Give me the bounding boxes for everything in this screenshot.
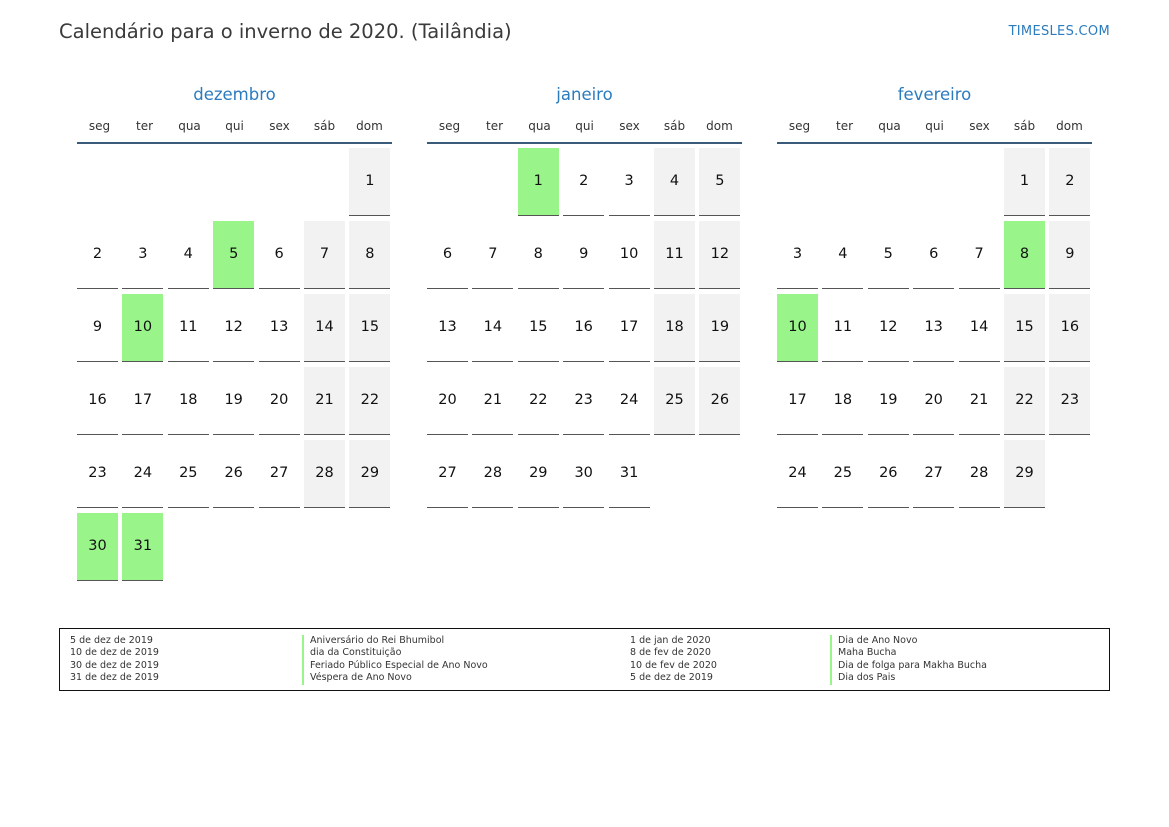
weekday-label: qui — [925, 119, 944, 133]
day-cell: 6 — [427, 221, 468, 289]
day-cell: 11 — [654, 221, 695, 289]
day-cell: 20 — [259, 367, 300, 435]
day-cell: 4 — [168, 221, 209, 289]
day-cell: 25 — [654, 367, 695, 435]
weekday-label: ter — [485, 119, 504, 133]
weekday-label: sex — [619, 119, 640, 133]
day-cell: 22 — [1004, 367, 1045, 435]
month-title: dezembro — [193, 85, 276, 104]
day-cell: 7 — [959, 221, 1000, 289]
day-cell: 28 — [472, 440, 513, 508]
day-cell: 10 — [777, 294, 818, 362]
day-cell: 5 — [213, 221, 254, 289]
day-cell: 26 — [868, 440, 909, 508]
day-grid — [427, 144, 742, 584]
day-cell: 14 — [472, 294, 513, 362]
day-cell: 20 — [913, 367, 954, 435]
day-cell: 5 — [868, 221, 909, 289]
legend-dates-right — [630, 635, 717, 685]
weekday-header — [77, 107, 392, 144]
day-cell: 13 — [427, 294, 468, 362]
day-cell: 9 — [1049, 221, 1090, 289]
month-title: janeiro — [556, 85, 613, 104]
day-cell: 24 — [777, 440, 818, 508]
day-cell: 8 — [349, 221, 390, 289]
day-cell: 1 — [349, 148, 390, 216]
month-january — [427, 83, 742, 584]
weekday-label: ter — [135, 119, 154, 133]
weekday-label: dom — [356, 119, 383, 133]
weekday-label: ter — [835, 119, 854, 133]
day-cell: 3 — [777, 221, 818, 289]
day-cell: 8 — [1004, 221, 1045, 289]
weekday-label: sáb — [1013, 119, 1036, 133]
day-cell: 18 — [822, 367, 863, 435]
weekday-label: sex — [269, 119, 290, 133]
day-cell: 19 — [699, 294, 740, 362]
legend-date: 5 de dez de 2019 — [630, 672, 713, 684]
day-cell: 27 — [259, 440, 300, 508]
day-cell: 12 — [699, 221, 740, 289]
day-grid — [777, 144, 1092, 584]
legend-date: 10 de dez de 2019 — [70, 647, 159, 659]
legend-names-left — [302, 635, 488, 685]
day-cell: 17 — [777, 367, 818, 435]
day-cell: 9 — [77, 294, 118, 362]
legend-date: 8 de fev de 2020 — [630, 647, 711, 659]
day-cell: 11 — [822, 294, 863, 362]
day-cell: 27 — [427, 440, 468, 508]
weekday-label: dom — [706, 119, 733, 133]
day-cell: 17 — [609, 294, 650, 362]
legend-holiday-name: dia da Constituição — [302, 647, 488, 659]
day-cell: 1 — [1004, 148, 1045, 216]
day-cell: 16 — [1049, 294, 1090, 362]
weekday-label: sáb — [313, 119, 336, 133]
day-cell: 7 — [472, 221, 513, 289]
day-cell: 4 — [822, 221, 863, 289]
legend-holiday-name: Dia dos Pais — [830, 672, 987, 684]
legend-dates-left — [70, 635, 159, 685]
day-cell: 29 — [518, 440, 559, 508]
day-cell: 23 — [77, 440, 118, 508]
day-cell: 28 — [959, 440, 1000, 508]
day-cell: 12 — [213, 294, 254, 362]
day-grid — [77, 144, 392, 584]
day-cell: 21 — [959, 367, 1000, 435]
weekday-label: qua — [178, 119, 201, 133]
day-cell: 29 — [1004, 440, 1045, 508]
brand-link[interactable]: TIMESLES.COM — [1008, 24, 1110, 39]
day-cell: 24 — [609, 367, 650, 435]
weekday-label: sex — [969, 119, 990, 133]
weekday-label: qui — [575, 119, 594, 133]
day-cell: 2 — [563, 148, 604, 216]
day-cell: 16 — [563, 294, 604, 362]
weekday-label: qua — [878, 119, 901, 133]
day-cell: 14 — [304, 294, 345, 362]
day-cell: 5 — [699, 148, 740, 216]
legend-date: 1 de jan de 2020 — [630, 635, 711, 646]
day-cell: 18 — [168, 367, 209, 435]
day-cell: 8 — [518, 221, 559, 289]
legend-date: 31 de dez de 2019 — [70, 672, 159, 684]
holiday-legend — [59, 628, 1110, 691]
legend-holiday-name: Feriado Público Especial de Ano Novo — [302, 660, 488, 672]
legend-holiday-name: Maha Bucha — [830, 647, 987, 659]
month-february — [777, 83, 1092, 584]
legend-holiday-name: Dia de Ano Novo — [830, 635, 987, 647]
day-cell: 2 — [1049, 148, 1090, 216]
day-cell: 17 — [122, 367, 163, 435]
day-cell: 15 — [518, 294, 559, 362]
day-cell: 26 — [699, 367, 740, 435]
weekday-label: qua — [528, 119, 551, 133]
weekday-label: sáb — [663, 119, 686, 133]
weekday-label: seg — [438, 119, 461, 133]
day-cell: 14 — [959, 294, 1000, 362]
day-cell: 15 — [1004, 294, 1045, 362]
page-title: Calendário para o inverno de 2020. (Tailândia) — [59, 20, 512, 43]
month-title: fevereiro — [897, 85, 972, 104]
day-cell: 3 — [609, 148, 650, 216]
legend-date: 5 de dez de 2019 — [70, 635, 153, 646]
month-december — [77, 83, 392, 584]
day-cell: 15 — [349, 294, 390, 362]
weekday-label: dom — [1056, 119, 1083, 133]
day-cell: 3 — [122, 221, 163, 289]
day-cell: 30 — [563, 440, 604, 508]
legend-holiday-name: Véspera de Ano Novo — [302, 672, 488, 684]
day-cell: 4 — [654, 148, 695, 216]
legend-holiday-name: Dia de folga para Makha Bucha — [830, 660, 987, 672]
day-cell: 16 — [77, 367, 118, 435]
weekday-header — [777, 107, 1092, 144]
day-cell: 19 — [213, 367, 254, 435]
legend-holiday-name: Aniversário do Rei Bhumibol — [302, 635, 488, 647]
day-cell: 26 — [213, 440, 254, 508]
legend-names-right — [830, 635, 987, 685]
day-cell: 18 — [654, 294, 695, 362]
day-cell: 13 — [913, 294, 954, 362]
day-cell: 22 — [349, 367, 390, 435]
day-cell: 1 — [518, 148, 559, 216]
day-cell: 13 — [259, 294, 300, 362]
day-cell: 22 — [518, 367, 559, 435]
day-cell: 30 — [77, 513, 118, 581]
day-cell: 21 — [472, 367, 513, 435]
day-cell: 7 — [304, 221, 345, 289]
weekday-label: seg — [788, 119, 811, 133]
day-cell: 24 — [122, 440, 163, 508]
day-cell: 6 — [259, 221, 300, 289]
legend-date: 30 de dez de 2019 — [70, 659, 159, 671]
day-cell: 27 — [913, 440, 954, 508]
day-cell: 19 — [868, 367, 909, 435]
weekday-header — [427, 107, 742, 144]
day-cell: 23 — [563, 367, 604, 435]
day-cell: 31 — [122, 513, 163, 581]
weekday-label: qui — [225, 119, 244, 133]
day-cell: 9 — [563, 221, 604, 289]
weekday-label: seg — [88, 119, 111, 133]
day-cell: 23 — [1049, 367, 1090, 435]
day-cell: 11 — [168, 294, 209, 362]
day-cell: 29 — [349, 440, 390, 508]
day-cell: 10 — [122, 294, 163, 362]
day-cell: 2 — [77, 221, 118, 289]
day-cell: 6 — [913, 221, 954, 289]
day-cell: 21 — [304, 367, 345, 435]
day-cell: 25 — [168, 440, 209, 508]
day-cell: 10 — [609, 221, 650, 289]
day-cell: 28 — [304, 440, 345, 508]
day-cell: 20 — [427, 367, 468, 435]
day-cell: 12 — [868, 294, 909, 362]
day-cell: 31 — [609, 440, 650, 508]
legend-date: 10 de fev de 2020 — [630, 659, 717, 671]
day-cell: 25 — [822, 440, 863, 508]
